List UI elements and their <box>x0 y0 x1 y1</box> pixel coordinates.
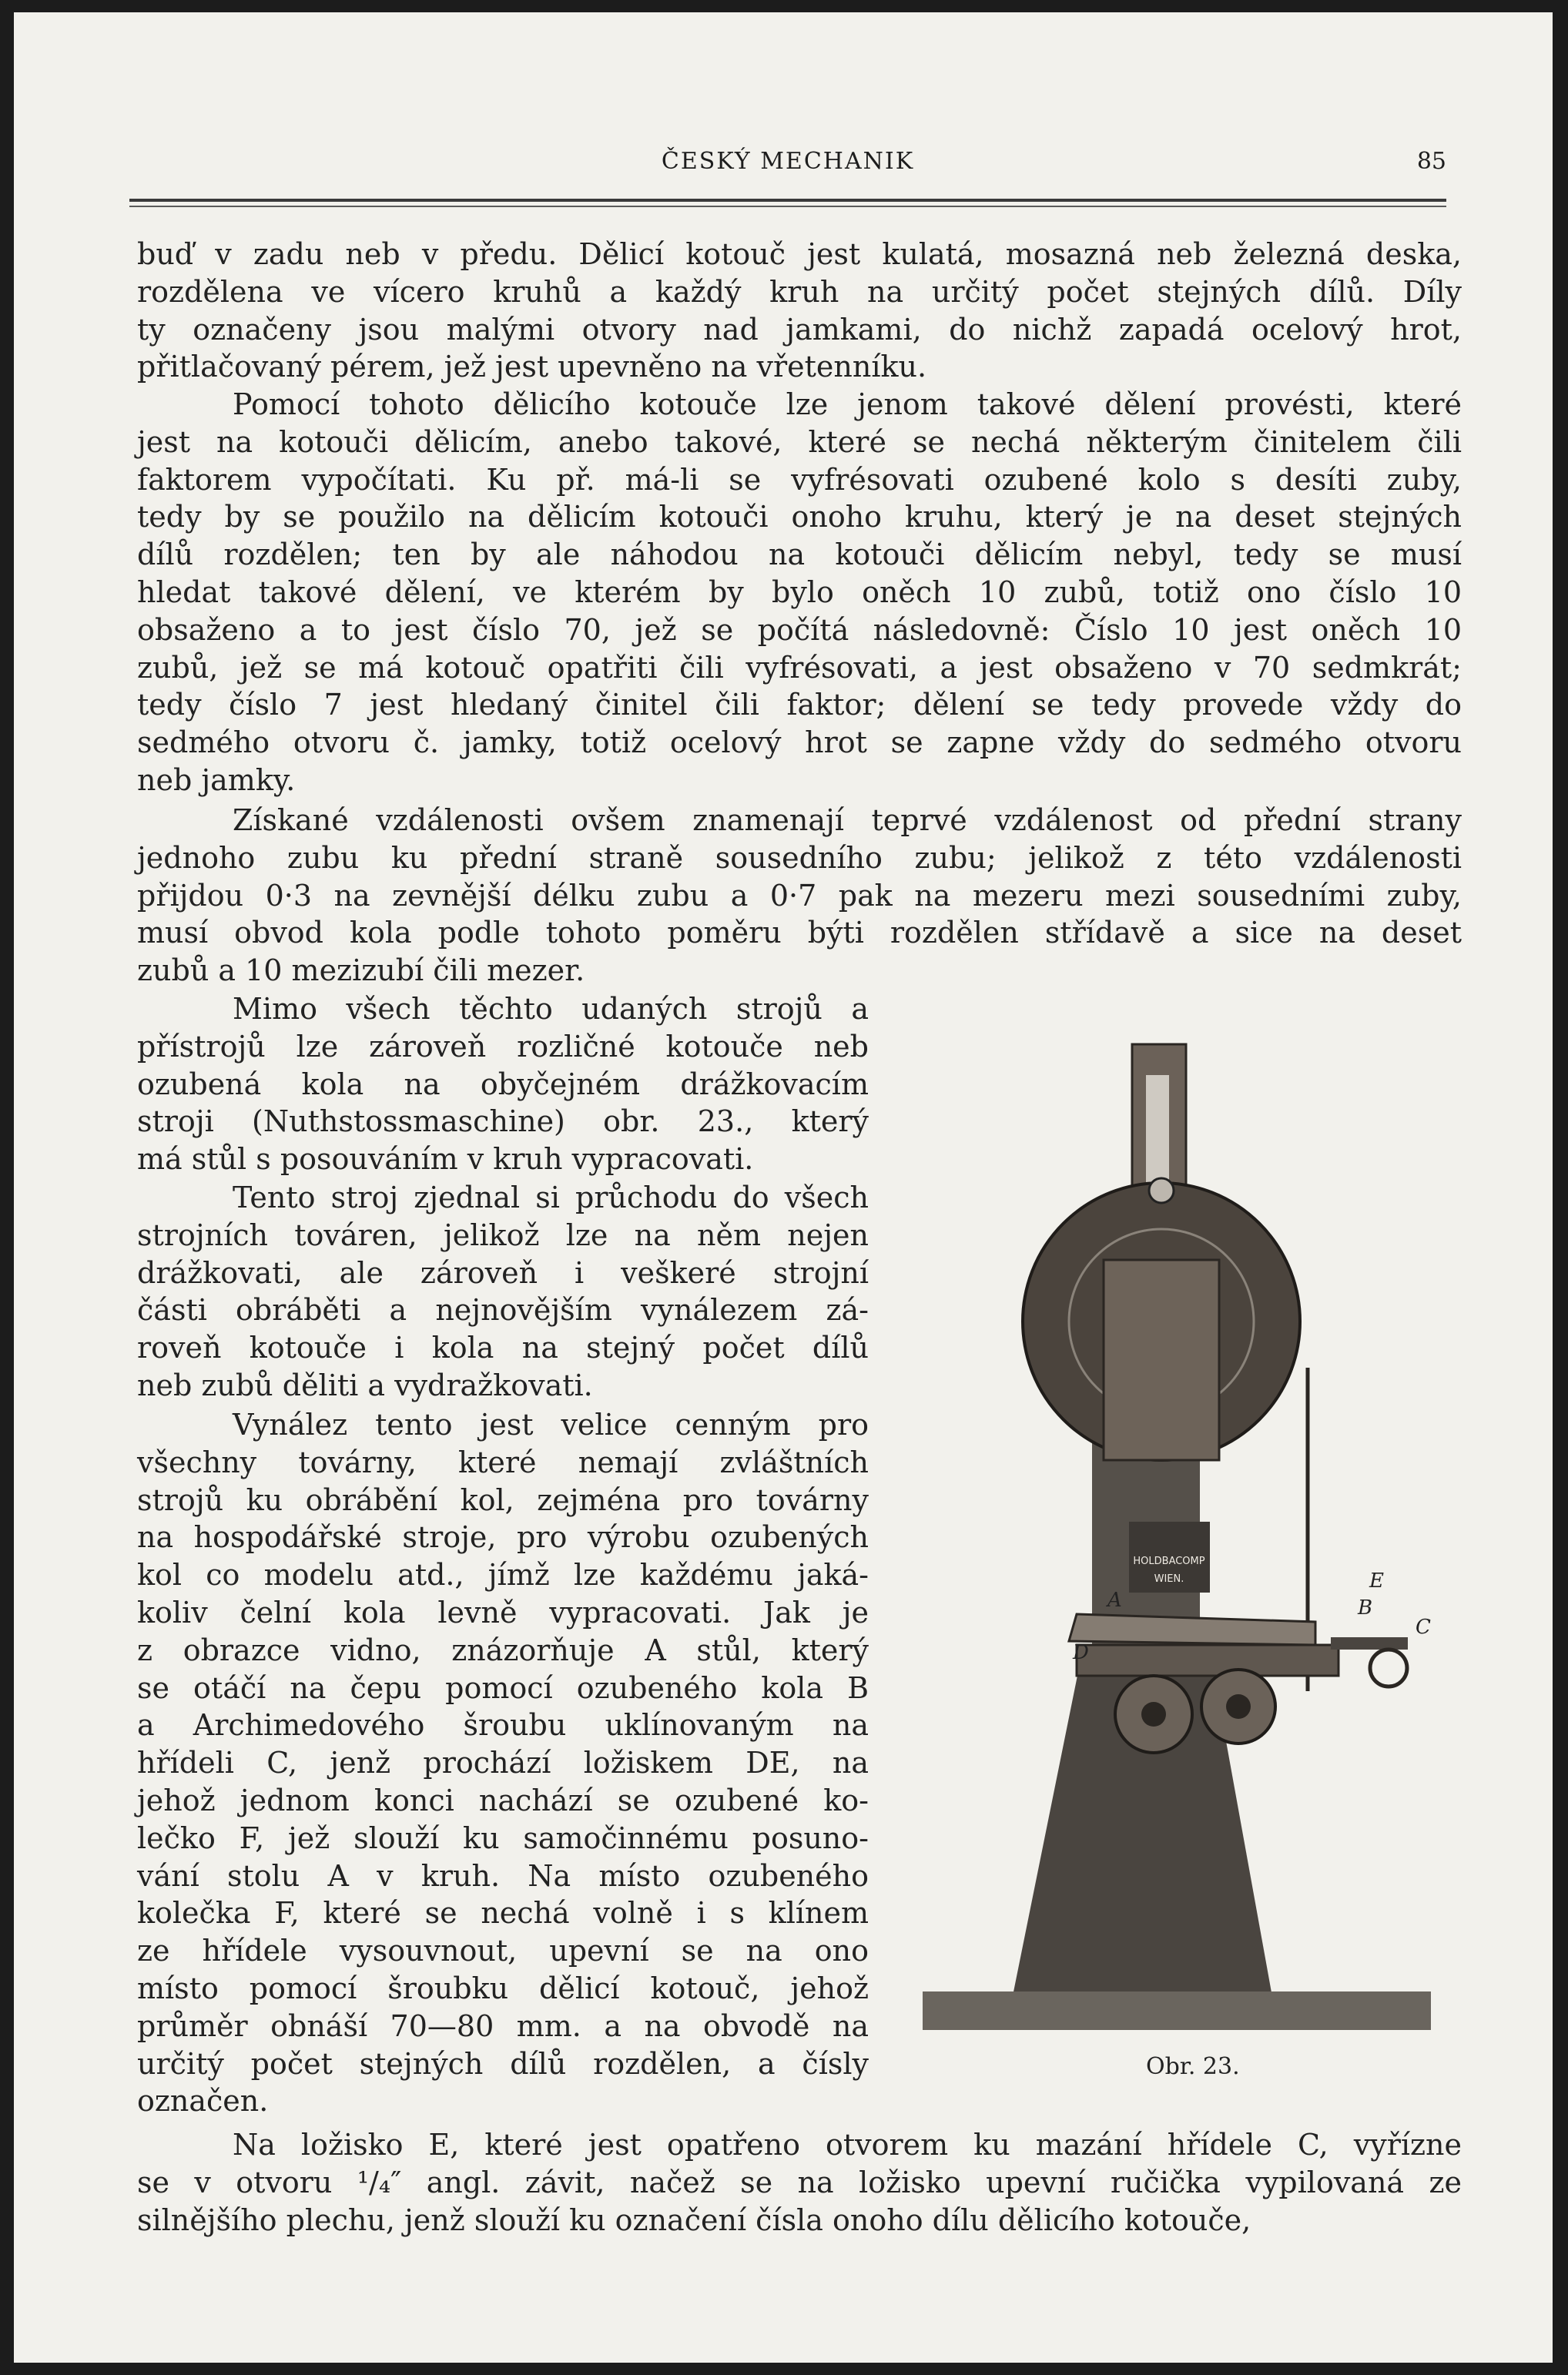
text-line: strojů ku obrábění kol, zejména pro továrny <box>137 1482 869 1517</box>
text-line: hřídeli C, jenž prochází ložiskem DE, na <box>137 1746 869 1780</box>
text-line: jest na kotouči dělicím, anebo takové, které se nechá některým činitelem čili <box>137 424 1462 459</box>
machine-gear-hub-right <box>1226 1694 1251 1719</box>
machine-slide-block <box>1104 1260 1219 1460</box>
text-line: ze hřídele vysouvnout, upevní se na ono <box>137 1934 869 1968</box>
text-line: Vynález tento jest velice cenným pro <box>233 1408 869 1442</box>
text-line: se v otvoru ¹/₄″ angl. závit, načež se na ložisko upevní ručička vypilovaná ze <box>137 2165 1462 2199</box>
text-line: označen. <box>137 2084 269 2119</box>
text-line: Tento stroj zjednal si průchodu do všech <box>233 1181 869 1214</box>
running-title: ČESKÝ MECHANIK <box>661 148 915 175</box>
text-line: obsaženo a to jest číslo 70, jež se počítá následovně: Číslo 10 jest oněch 10 <box>137 612 1462 647</box>
text-line: ozubená kola na obyčejném drážkovacím <box>137 1067 869 1101</box>
text-line: a Archimedového šroubu uklínovaným na <box>137 1708 869 1743</box>
text-line: přijdou 0·3 na zevnější délku zubu a 0·7 pak na mezeru mezi sousedními zuby, <box>137 878 1462 913</box>
machine-plate-line-1: HOLDBACOMP <box>1133 1556 1205 1567</box>
figure-machine <box>915 1029 1454 2045</box>
text-line: kolečka F, které se nechá volně i s klínem <box>137 1896 869 1931</box>
text-line: Získané vzdálenosti ovšem znamenají teprvé vzdálenost od přední strany <box>233 803 1462 837</box>
header-rule-thin <box>129 206 1446 207</box>
slotting-machine-illustration <box>915 1029 1454 2045</box>
paragraph-4 <box>137 990 869 1178</box>
figure-caption: Obr. 23. <box>1146 2053 1240 2080</box>
text-line: na hospodářské stroje, pro výrobu ozubených <box>137 1520 869 1555</box>
text-line: hledat takové dělení, ve kterém by bylo oněch 10 zubů, totiž ono číslo 10 <box>137 574 1462 609</box>
machine-plate-line-2: WIEN. <box>1154 1573 1184 1585</box>
text-line: dílů rozdělen; ten by ale náhodou na kotouči dělicím nebyl, tedy se musí <box>137 538 1462 572</box>
text-line: neb zubů děliti a vydražkovati. <box>137 1368 593 1402</box>
text-line: tedy číslo 7 jest hledaný činitel čili faktor; dělení se tedy provede vždy do <box>137 688 1462 722</box>
text-line: silnějšího plechu, jenž slouží ku označení čísla onoho dílu dělicího kotouče, <box>137 2202 1251 2237</box>
text-line: lečko F, jež slouží ku samočinnému posuno- <box>137 1821 869 1855</box>
text-line: zubů, jež se má kotouč opatřiti čili vyfrésovati, a jest obsaženo v 70 sedmkrát; <box>137 650 1462 685</box>
text-line: místo pomocí šroubku dělicí kotouč, jehož <box>137 1971 869 2005</box>
text-line: jehož jednom konci nachází se ozubené ko- <box>137 1783 869 1817</box>
text-line: zubů a 10 mezizubí čili mezer. <box>137 953 585 988</box>
page-sheet <box>14 12 1553 2363</box>
text-line: roveň kotouče i kola na stejný počet dílů <box>137 1331 869 1365</box>
text-line: všechny továrny, které nemají zvláštních <box>137 1445 869 1479</box>
text-line: jednoho zubu ku přední straně sousedního zubu; jelikož z této vzdálenosti <box>137 840 1462 875</box>
machine-table-a <box>1069 1614 1315 1645</box>
page-header <box>129 148 1446 186</box>
paragraph-1 <box>137 236 1462 386</box>
text-line: koliv čelní kola levně vypracovati. Jak je <box>137 1595 869 1630</box>
text-line: určitý počet stejných dílů rozdělen, a čísly <box>137 2046 869 2081</box>
paragraph-5 <box>137 1179 869 1405</box>
text-line: tedy by se použilo na dělicím kotouči onoho kruhu, který je na deset stejných <box>137 500 1462 534</box>
text-line: vání stolu A v kruh. Na místo ozubeného <box>137 1858 869 1893</box>
machine-foot-plate <box>923 1991 1431 2030</box>
text-line: neb jamky. <box>137 762 296 797</box>
paragraph-2 <box>137 386 1462 799</box>
text-line: Mimo všech těchto udaných strojů a <box>233 992 869 1026</box>
header-rule-thick <box>129 199 1446 202</box>
text-line: faktorem vypočítati. Ku př. má-li se vyfrésovati ozubené kolo s desíti zuby, <box>137 462 1462 497</box>
text-line: rozdělena ve vícero kruhů a každý kruh na určitý počet stejných dílů. Díly <box>137 274 1462 309</box>
paragraph-7 <box>137 2126 1462 2239</box>
page-number: 85 <box>1416 148 1446 175</box>
figure-label-d: D <box>1073 1641 1089 1664</box>
text-line: má stůl s posouváním v kruh vypracovati. <box>137 1142 754 1177</box>
paragraph-6 <box>137 1406 869 2120</box>
text-line: ty označeny jsou malými otvory nad jamkami, do nichž zapadá ocelový hrot, <box>137 312 1462 347</box>
text-line: drážkovati, ale zároveň i veškeré strojní <box>137 1255 869 1290</box>
machine-gear-hub-left <box>1141 1702 1166 1727</box>
text-line: z obrazce vidno, znázorňuje A stůl, který <box>137 1633 869 1667</box>
text-line: přístrojů lze zároveň rozličné kotouče neb <box>137 1029 869 1064</box>
text-line: stroji (Nuthstossmaschine) obr. 23., který <box>137 1104 869 1139</box>
text-line: Na ložisko E, které jest opatřeno otvorem ku mazání hřídele C, vyřízne <box>233 2128 1462 2162</box>
figure-label-a: A <box>1107 1589 1122 1612</box>
paragraph-3 <box>137 802 1462 990</box>
figure-label-b: B <box>1358 1596 1373 1620</box>
text-line: sedmého otvoru č. jamky, totiž ocelový hrot se zapne vždy do sedmého otvoru <box>137 725 1462 760</box>
figure-label-e: E <box>1369 1569 1384 1593</box>
text-line: přitlačovaný pérem, jež jest upevněno na vřetenníku. <box>137 350 927 384</box>
text-line: buď v zadu neb v předu. Dělicí kotouč jest kulatá, mosazná neb železná deska, <box>137 237 1462 271</box>
machine-crank-pin <box>1149 1178 1174 1203</box>
text-line: se otáčí na čepu pomocí ozubeného kola B <box>137 1670 869 1705</box>
machine-table-saddle <box>1077 1645 1338 1676</box>
machine-handwheel <box>1370 1650 1407 1687</box>
text-line: Pomocí tohoto dělicího kotouče lze jenom takové dělení provésti, které <box>233 387 1462 421</box>
text-line: části obráběti a nejnovějším vynálezem zá- <box>137 1293 869 1328</box>
machine-shaft-c <box>1331 1637 1408 1650</box>
text-line: kol co modelu atd., jímž lze každému jaká- <box>137 1558 869 1593</box>
figure-label-c: C <box>1416 1616 1431 1639</box>
text-line: průměr obnáší 70—80 mm. a na obvodě na <box>137 2008 869 2043</box>
text-line: strojních továren, jelikož lze na něm nejen <box>137 1218 869 1252</box>
text-line: musí obvod kola podle tohoto poměru býti rozdělen střídavě a sice na deset <box>137 916 1462 950</box>
